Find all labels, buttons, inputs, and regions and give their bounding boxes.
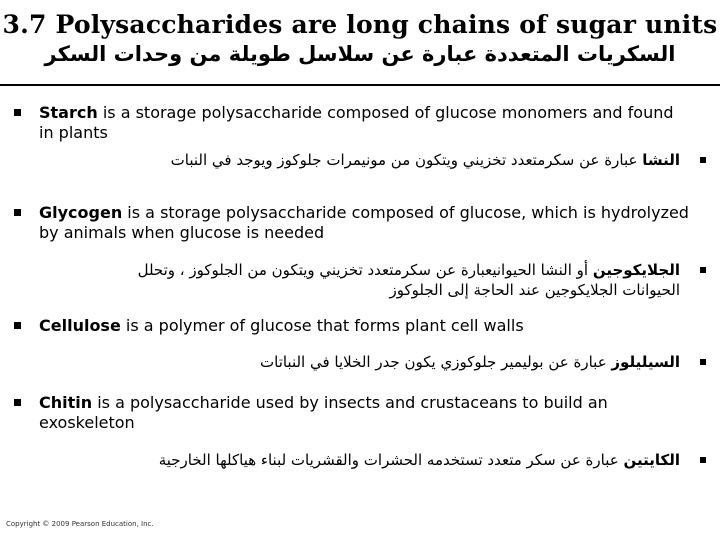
bullet-text [39, 203, 689, 243]
slide-title: 3.7 Polysaccharides are long chains of sugar units [2, 10, 718, 39]
term-description: is a polysaccharide used by insects and crustaceans to build an exoskeleton [39, 393, 608, 432]
term-glycogen: Glycogen [39, 203, 123, 222]
arabic-term-chitin: الكايتين [623, 451, 680, 469]
bullet-square-icon [14, 322, 21, 329]
arabic-bullet-glycogen [80, 260, 680, 300]
bullet-square-icon [14, 109, 21, 116]
term-starch: Starch [39, 103, 98, 122]
bullet-square-icon [700, 267, 706, 273]
arabic-term-glycogen: الجلايكوجين [592, 261, 680, 279]
copyright-notice: Copyright © 2009 Pearson Education, Inc. [6, 520, 154, 528]
arabic-term-cellulose: السيليلوز [611, 353, 680, 371]
bullet-text [39, 316, 689, 336]
arabic-description: عبارة عن بوليمير جلوكوزي يكون جدر الخلايا في النباتات [260, 353, 612, 371]
bullet-square-icon [14, 399, 21, 406]
bullet-square-icon [14, 209, 21, 216]
term-chitin: Chitin [39, 393, 93, 412]
arabic-bullet-cellulose [80, 352, 680, 372]
term-description: is a storage polysaccharide composed of glucose monomers and found in plants [39, 103, 674, 142]
arabic-bullet-chitin [80, 450, 680, 470]
bullet-text [39, 393, 689, 433]
bullet-square-icon [700, 457, 706, 463]
arabic-term-starch: النشا [642, 151, 680, 169]
term-cellulose: Cellulose [39, 316, 121, 335]
slide-title-arabic: السكريات المتعددة عبارة عن سلاسل طويلة من وحدات السكر [44, 42, 676, 66]
arabic-description: عبارة عن سكر متعدد تستخدمه الحشرات والقشريات لبناء هياكلها الخارجية [158, 451, 624, 469]
arabic-description: أو النشا الحيوانيعبارة عن سكرمتعدد تخزيني ويتكون من الجلوكوز ، وتحلل الحيوانات الجلايكوجين عند الحاجة إلى الجلوكوز [137, 261, 680, 299]
term-description: is a storage polysaccharide composed of glucose, which is hydrolyzed by animals when glucose is needed [39, 203, 689, 242]
bullet-square-icon [700, 359, 706, 365]
term-description: is a polymer of glucose that forms plant cell walls [120, 316, 524, 335]
title-divider [0, 84, 720, 86]
bullet-text [39, 103, 689, 143]
arabic-description: عبارة عن سكرمتعدد تخزيني ويتكون من مونيمرات جلوكوز ويوجد في النبات [170, 151, 643, 169]
arabic-bullet-starch [80, 150, 680, 170]
bullet-square-icon [700, 157, 706, 163]
